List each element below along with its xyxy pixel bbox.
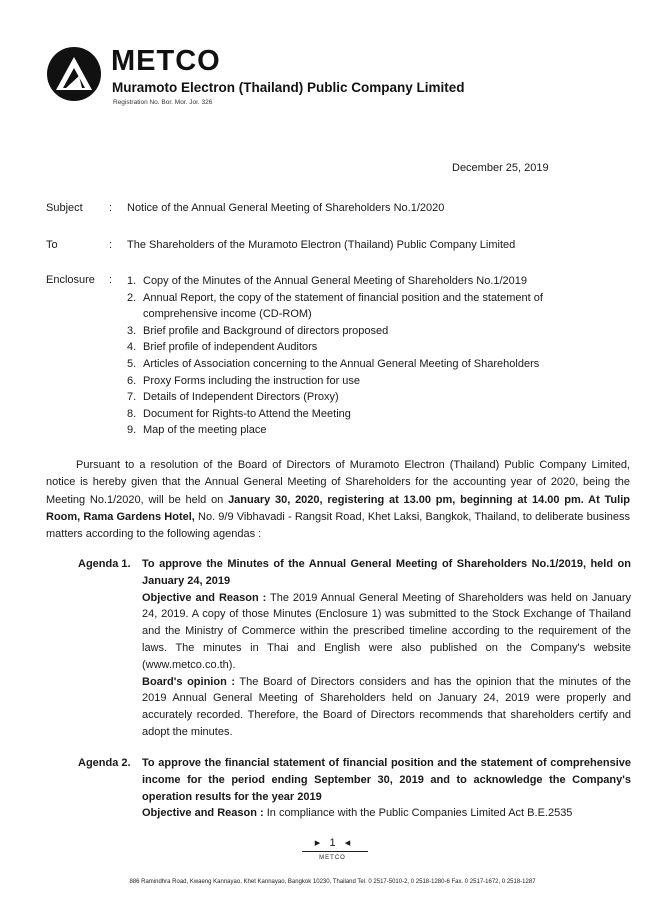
- to-text: The Shareholders of the Muramoto Electron (Thailand) Public Company Limited: [127, 239, 516, 251]
- arrow-left-icon: ◂: [344, 837, 351, 849]
- item-text: Details of Independent Directors (Proxy): [143, 391, 339, 404]
- metco-logo: [46, 46, 102, 102]
- item-number: 2.: [127, 291, 137, 304]
- subject-colon: :: [109, 202, 113, 214]
- list-item: [127, 373, 597, 390]
- item-text: Copy of the Minutes of the Annual General Meeting of Shareholders No.1/2019: [143, 275, 528, 287]
- page-divider: [302, 851, 368, 852]
- agenda-label: Agenda 1.: [78, 558, 131, 570]
- page-brand: METCO: [319, 855, 346, 861]
- enclosure-colon: :: [109, 274, 113, 286]
- agenda-title: To approve the financial statement of financial position and the statement of comprehensive income for the period ending September 30, 2019 and to acknowledge the Company's operation results for the year 2019: [142, 757, 631, 803]
- to-label: To: [46, 239, 58, 251]
- page-number: 1: [329, 837, 336, 849]
- item-number: 3.: [127, 324, 137, 337]
- agenda-label: Agenda 2.: [78, 757, 131, 769]
- footer-address: 886 Ramindhra Road, Kwaeng Kannayao, Khet Kannayao, Bangkok 10230, Thailand Tel. 0 2517-5010-2, 0 2518-1280-6 Fax. 0 2517-1672, 0 2518-1287: [129, 879, 536, 885]
- item-text: Articles of Association concerning to the Annual General Meeting of Shareholders: [143, 357, 540, 370]
- page-indicator: [0, 836, 665, 849]
- subject-text: Notice of the Annual General Meeting of Shareholders No.1/2020: [127, 202, 445, 214]
- agenda-title: To approve the Minutes of the Annual General Meeting of Shareholders No.1/2019, held on January 24, 2019: [142, 558, 631, 587]
- arrow-right-icon: ▸: [314, 837, 321, 849]
- list-item: [127, 406, 597, 423]
- company-name: Muramoto Electron (Thailand) Public Company Limited: [112, 80, 465, 95]
- item-number: 9.: [127, 424, 137, 437]
- intro-paragraph: [46, 457, 630, 543]
- item-text: Map of the meeting place: [143, 424, 267, 437]
- objective-label: Objective and Reason :: [142, 591, 267, 604]
- opinion-label: Board's opinion :: [142, 675, 236, 688]
- item-number: 5.: [127, 357, 137, 370]
- item-number: 4.: [127, 341, 137, 354]
- item-text: Brief profile and Background of directors proposed: [143, 324, 389, 337]
- item-number: 8.: [127, 407, 137, 420]
- objective-text: The 2019 Annual General Meeting of Shareholders was held on January 24, 2019. A copy of those Minutes (Enclosure 1) was submitted to the Stock Exchange of Thailand and the Ministry of Commerce within the prescribed timeline according to the requirement of the laws. The minutes in Thai and English were also published on the Company's website (www.metco.co.th).: [142, 591, 631, 671]
- list-item: [127, 339, 597, 356]
- item-text: Annual Report, the copy of the statement of financial position and the statement of comprehensive income (CD-ROM): [143, 291, 543, 321]
- item-text: Document for Rights-to Attend the Meeting: [143, 407, 351, 420]
- list-item: [127, 290, 597, 323]
- item-number: 1.: [127, 275, 137, 287]
- intro-text: Pursuant to a resolution of the Board of Directors of Muramoto Electron (Thailand) Public Company Limited, notice is hereby given that the Annual General Meeting of Shareholders for the accounting year of 2020, being the Meeting No.1/2020, will be held on: [46, 459, 630, 506]
- letter-date: December 25, 2019: [452, 162, 549, 174]
- objective-text: In compliance with the Public Companies Limited Act B.E.2535: [263, 807, 573, 820]
- meeting-details: January 30, 2020, registering at 13.00 pm, beginning at 14.00 pm. At Tulip Room, Rama Gardens Hotel,: [46, 493, 630, 523]
- list-item: [127, 356, 597, 373]
- list-item: [127, 323, 597, 340]
- objective-label: Objective and Reason :: [142, 807, 264, 820]
- item-text: Proxy Forms including the instruction for use: [143, 374, 361, 387]
- enclosure-label: Enclosure: [46, 274, 95, 286]
- list-item: [127, 389, 597, 406]
- agenda-2: [78, 755, 631, 822]
- agenda-1: [78, 556, 631, 741]
- list-item: [127, 273, 597, 290]
- intro-text-end: No. 9/9 Vibhavadi - Rangsit Road, Khet Laksi, Bangkok, Thailand, to deliberate business matters according to the following agendas :: [46, 510, 630, 541]
- item-number: 7.: [127, 391, 137, 404]
- item-text: Brief profile of independent Auditors: [143, 341, 318, 354]
- to-colon: :: [109, 239, 113, 251]
- list-item: [127, 422, 597, 439]
- item-number: 6.: [127, 374, 137, 387]
- enclosure-list: [127, 273, 597, 439]
- registration-number: Registration No. Bor. Mor. Jor. 326: [113, 99, 213, 106]
- subject-label: Subject: [46, 202, 83, 214]
- brand-name: METCO: [111, 45, 221, 77]
- opinion-text: The Board of Directors considers and has the opinion that the minutes of the 2019 Annual General Meeting of Shareholders held on January 24, 2019 were properly and accurately recorded. Therefore, the Board of Directors recommends that shareholders certify and adopt the minutes.: [142, 675, 631, 738]
